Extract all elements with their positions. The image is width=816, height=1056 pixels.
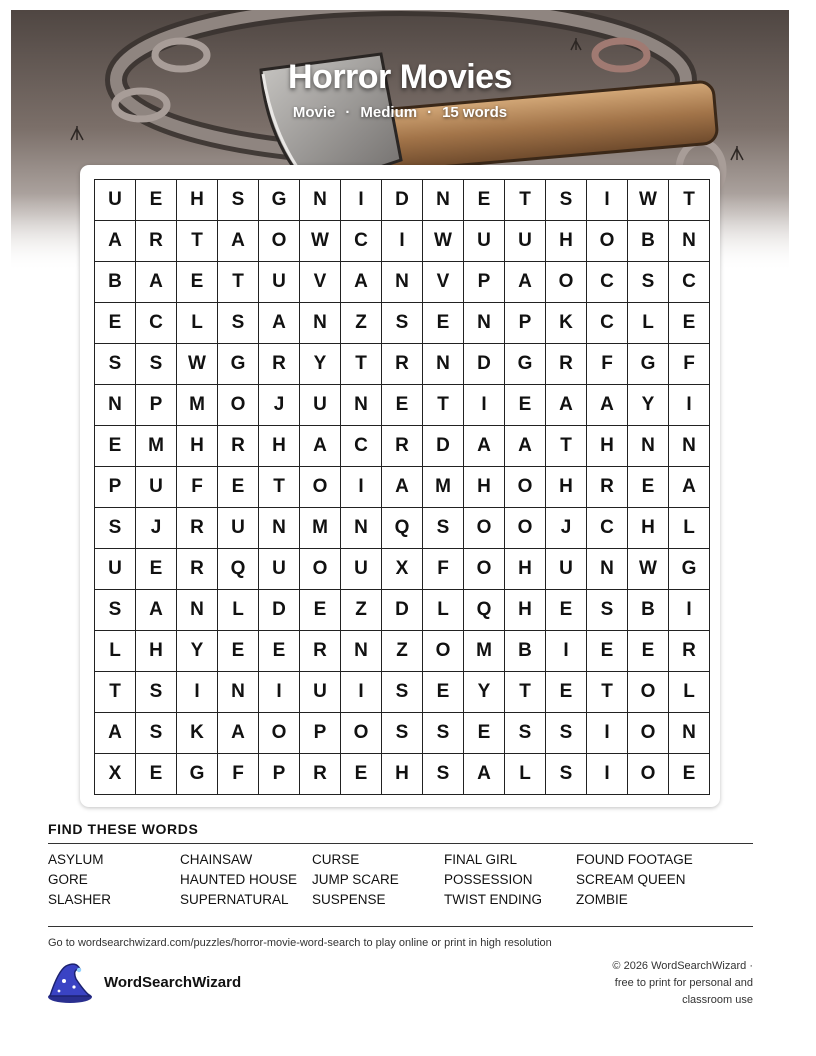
grid-cell[interactable]: L — [218, 590, 259, 631]
grid-cell[interactable]: O — [628, 713, 669, 754]
grid-cell[interactable]: R — [669, 631, 710, 672]
grid-cell[interactable]: E — [505, 385, 546, 426]
grid-cell[interactable]: M — [177, 385, 218, 426]
grid-cell[interactable]: T — [95, 672, 136, 713]
grid-cell[interactable]: V — [423, 262, 464, 303]
grid-cell[interactable]: O — [628, 754, 669, 795]
grid-cell[interactable]: H — [464, 467, 505, 508]
grid-cell[interactable]: O — [218, 385, 259, 426]
grid-cell[interactable]: A — [669, 467, 710, 508]
grid-row — [95, 303, 710, 344]
meta-separator: · — [345, 104, 351, 121]
grid-cell[interactable]: C — [136, 303, 177, 344]
grid-cell[interactable]: J — [546, 508, 587, 549]
grid-cell[interactable]: R — [587, 467, 628, 508]
grid-cell[interactable]: I — [341, 467, 382, 508]
word-item: SCREAM QUEEN — [576, 872, 686, 887]
grid-cell[interactable]: I — [587, 713, 628, 754]
grid-cell[interactable]: N — [300, 180, 341, 221]
grid-row — [95, 180, 710, 221]
grid-row — [95, 221, 710, 262]
grid-cell[interactable]: U — [218, 508, 259, 549]
grid-cell[interactable]: P — [136, 385, 177, 426]
grid-cell[interactable]: S — [218, 180, 259, 221]
grid-cell[interactable]: A — [587, 385, 628, 426]
word-count-label: 15 words — [442, 104, 508, 121]
grid-cell[interactable]: U — [95, 180, 136, 221]
puzzle-card — [80, 165, 720, 807]
grid-cell[interactable]: S — [505, 713, 546, 754]
difficulty-label: Medium — [360, 104, 418, 121]
grid-cell[interactable]: A — [505, 262, 546, 303]
grid-cell[interactable]: E — [587, 631, 628, 672]
grid-cell[interactable]: A — [464, 426, 505, 467]
grid-cell[interactable]: W — [628, 549, 669, 590]
category-label: Movie — [292, 104, 336, 121]
grid-cell[interactable]: O — [587, 221, 628, 262]
grid-cell[interactable]: Y — [177, 631, 218, 672]
grid-cell[interactable]: F — [218, 754, 259, 795]
grid-cell[interactable]: I — [669, 590, 710, 631]
grid-cell[interactable]: C — [341, 221, 382, 262]
word-item: GORE — [48, 872, 88, 887]
grid-cell[interactable]: N — [218, 672, 259, 713]
grid-cell[interactable]: E — [218, 467, 259, 508]
grid-cell[interactable]: Z — [341, 590, 382, 631]
copyright-notice — [553, 958, 753, 1009]
grid-cell[interactable]: I — [464, 385, 505, 426]
grid-cell[interactable]: S — [546, 713, 587, 754]
grid-cell[interactable]: U — [546, 549, 587, 590]
grid-cell[interactable]: Q — [464, 590, 505, 631]
wizard-hat-icon — [46, 963, 94, 1010]
grid-cell[interactable]: U — [341, 549, 382, 590]
grid-cell[interactable]: Y — [300, 344, 341, 385]
grid-cell[interactable]: H — [259, 426, 300, 467]
grid-cell[interactable]: R — [300, 631, 341, 672]
grid-cell[interactable]: P — [259, 754, 300, 795]
grid-cell[interactable]: F — [423, 549, 464, 590]
grid-cell[interactable]: N — [259, 508, 300, 549]
grid-cell[interactable]: T — [505, 180, 546, 221]
grid-cell[interactable]: H — [177, 180, 218, 221]
grid-cell[interactable]: N — [95, 385, 136, 426]
grid-cell[interactable]: R — [259, 344, 300, 385]
grid-cell[interactable]: T — [587, 672, 628, 713]
grid-cell[interactable]: S — [218, 303, 259, 344]
grid-cell[interactable]: T — [669, 180, 710, 221]
grid-cell[interactable]: F — [177, 467, 218, 508]
grid-cell[interactable]: E — [546, 672, 587, 713]
grid-cell[interactable]: A — [136, 262, 177, 303]
grid-cell[interactable]: M — [300, 508, 341, 549]
word-item: POSSESSION — [444, 872, 533, 887]
grid-cell[interactable]: S — [136, 713, 177, 754]
grid-cell[interactable]: T — [177, 221, 218, 262]
grid-cell[interactable]: I — [341, 672, 382, 713]
grid-cell[interactable]: A — [382, 467, 423, 508]
grid-cell[interactable]: T — [218, 262, 259, 303]
letter-grid — [94, 179, 710, 795]
grid-cell[interactable]: G — [505, 344, 546, 385]
word-item: JUMP SCARE — [312, 872, 399, 887]
grid-row — [95, 631, 710, 672]
grid-cell[interactable]: W — [628, 180, 669, 221]
grid-cell[interactable]: O — [464, 549, 505, 590]
grid-cell[interactable]: X — [95, 754, 136, 795]
grid-cell[interactable]: K — [177, 713, 218, 754]
grid-cell[interactable]: O — [423, 631, 464, 672]
grid-cell[interactable]: T — [341, 344, 382, 385]
grid-cell[interactable]: E — [669, 754, 710, 795]
grid-cell[interactable]: N — [341, 385, 382, 426]
grid-cell[interactable]: E — [464, 713, 505, 754]
grid-cell[interactable]: S — [382, 713, 423, 754]
grid-cell[interactable]: F — [587, 344, 628, 385]
grid-cell[interactable]: A — [95, 221, 136, 262]
grid-cell[interactable]: S — [546, 180, 587, 221]
grid-cell[interactable]: M — [423, 467, 464, 508]
grid-cell[interactable]: S — [423, 713, 464, 754]
grid-row — [95, 426, 710, 467]
grid-cell[interactable]: N — [382, 262, 423, 303]
grid-cell[interactable]: N — [464, 303, 505, 344]
grid-cell[interactable]: E — [136, 754, 177, 795]
grid-cell[interactable]: L — [177, 303, 218, 344]
grid-cell[interactable]: T — [546, 426, 587, 467]
grid-cell[interactable]: E — [218, 631, 259, 672]
grid-cell[interactable]: P — [300, 713, 341, 754]
grid-cell[interactable]: E — [177, 262, 218, 303]
word-item: FOUND FOOTAGE — [576, 852, 693, 867]
grid-row — [95, 549, 710, 590]
grid-cell[interactable]: E — [300, 590, 341, 631]
grid-cell[interactable]: X — [382, 549, 423, 590]
grid-cell[interactable]: Q — [218, 549, 259, 590]
grid-cell[interactable]: K — [546, 303, 587, 344]
word-item: CURSE — [312, 852, 360, 867]
grid-cell[interactable]: O — [300, 467, 341, 508]
grid-cell[interactable]: S — [628, 262, 669, 303]
grid-cell[interactable]: A — [505, 426, 546, 467]
grid-cell[interactable]: S — [546, 754, 587, 795]
grid-cell[interactable]: H — [136, 631, 177, 672]
grid-cell[interactable]: R — [177, 508, 218, 549]
grid-cell[interactable]: H — [546, 221, 587, 262]
grid-cell[interactable]: E — [628, 467, 669, 508]
grid-cell[interactable]: E — [95, 426, 136, 467]
grid-cell[interactable]: Z — [382, 631, 423, 672]
word-item: ASYLUM — [48, 852, 104, 867]
grid-cell[interactable]: E — [136, 549, 177, 590]
grid-cell[interactable]: N — [669, 221, 710, 262]
word-item: ZOMBIE — [576, 892, 628, 907]
grid-row — [95, 713, 710, 754]
play-online-link[interactable]: Go to wordsearchwizard.com/puzzles/horror-movie-word-search to play online or print in high resolution — [48, 937, 552, 949]
word-item: TWIST ENDING — [444, 892, 543, 907]
grid-cell[interactable]: S — [95, 590, 136, 631]
word-item: SUSPENSE — [312, 892, 386, 907]
grid-cell[interactable]: B — [95, 262, 136, 303]
grid-row — [95, 754, 710, 795]
grid-cell[interactable]: T — [259, 467, 300, 508]
grid-cell[interactable]: E — [95, 303, 136, 344]
grid-cell[interactable]: P — [505, 303, 546, 344]
copyright-line: free to print for personal and — [614, 977, 753, 989]
grid-cell[interactable]: S — [136, 344, 177, 385]
grid-cell[interactable]: L — [669, 672, 710, 713]
divider — [48, 843, 753, 844]
grid-cell[interactable]: E — [669, 303, 710, 344]
word-item: HAUNTED HOUSE — [180, 872, 298, 887]
grid-cell[interactable]: R — [300, 754, 341, 795]
grid-cell[interactable]: O — [300, 549, 341, 590]
grid-cell[interactable]: T — [423, 385, 464, 426]
grid-cell[interactable]: N — [341, 631, 382, 672]
grid-cell[interactable]: E — [423, 303, 464, 344]
grid-cell[interactable]: A — [341, 262, 382, 303]
grid-row — [95, 467, 710, 508]
grid-cell[interactable]: R — [177, 549, 218, 590]
grid-row — [95, 344, 710, 385]
grid-cell[interactable]: A — [218, 713, 259, 754]
grid-cell[interactable]: S — [382, 672, 423, 713]
grid-cell[interactable]: P — [464, 262, 505, 303]
grid-row — [95, 262, 710, 303]
grid-cell[interactable]: E — [341, 754, 382, 795]
grid-cell[interactable]: W — [300, 221, 341, 262]
grid-cell[interactable]: J — [259, 385, 300, 426]
grid-cell[interactable]: H — [628, 508, 669, 549]
grid-cell[interactable]: U — [259, 262, 300, 303]
grid-cell[interactable]: H — [177, 426, 218, 467]
grid-cell[interactable]: U — [136, 467, 177, 508]
grid-cell[interactable]: L — [505, 754, 546, 795]
grid-cell[interactable]: E — [259, 631, 300, 672]
grid-cell[interactable]: I — [669, 385, 710, 426]
grid-cell[interactable]: O — [628, 672, 669, 713]
grid-cell[interactable]: C — [587, 508, 628, 549]
grid-cell[interactable]: E — [464, 180, 505, 221]
grid-cell[interactable]: C — [587, 262, 628, 303]
grid-cell[interactable]: Y — [464, 672, 505, 713]
grid-cell[interactable]: L — [423, 590, 464, 631]
grid-cell[interactable]: E — [382, 385, 423, 426]
grid-cell[interactable]: H — [505, 549, 546, 590]
grid-cell[interactable]: S — [95, 508, 136, 549]
grid-cell[interactable]: N — [423, 180, 464, 221]
grid-cell[interactable]: I — [259, 672, 300, 713]
grid-cell[interactable]: U — [505, 221, 546, 262]
grid-cell[interactable]: A — [464, 754, 505, 795]
grid-cell[interactable]: U — [300, 385, 341, 426]
grid-cell[interactable]: I — [177, 672, 218, 713]
grid-cell[interactable]: U — [464, 221, 505, 262]
grid-cell[interactable]: B — [628, 221, 669, 262]
meta-separator: · — [427, 104, 433, 121]
grid-cell[interactable]: O — [505, 508, 546, 549]
grid-cell[interactable]: R — [218, 426, 259, 467]
word-item: SLASHER — [48, 892, 112, 907]
grid-cell[interactable]: B — [628, 590, 669, 631]
grid-cell[interactable]: G — [259, 180, 300, 221]
grid-cell[interactable]: O — [505, 467, 546, 508]
grid-cell[interactable]: G — [177, 754, 218, 795]
puzzle-title: Horror Movies — [288, 58, 512, 96]
grid-cell[interactable]: G — [669, 549, 710, 590]
grid-cell[interactable]: P — [95, 467, 136, 508]
copyright-line: © 2026 WordSearchWizard · — [612, 960, 753, 972]
grid-cell[interactable]: E — [136, 180, 177, 221]
grid-cell[interactable]: Z — [341, 303, 382, 344]
grid-cell[interactable]: L — [669, 508, 710, 549]
grid-cell[interactable]: S — [423, 508, 464, 549]
grid-cell[interactable]: O — [546, 262, 587, 303]
grid-cell[interactable]: C — [669, 262, 710, 303]
copyright-line: classroom use — [682, 994, 753, 1006]
grid-cell[interactable]: M — [464, 631, 505, 672]
grid-cell[interactable]: E — [546, 590, 587, 631]
grid-cell[interactable]: I — [587, 180, 628, 221]
grid-cell[interactable]: L — [628, 303, 669, 344]
grid-cell[interactable]: R — [382, 344, 423, 385]
grid-cell[interactable]: R — [136, 221, 177, 262]
brand-name: WordSearchWizard — [104, 974, 242, 991]
grid-cell[interactable]: L — [95, 631, 136, 672]
grid-cell[interactable]: D — [423, 426, 464, 467]
grid-cell[interactable]: A — [136, 590, 177, 631]
grid-cell[interactable]: I — [587, 754, 628, 795]
grid-cell[interactable]: V — [300, 262, 341, 303]
grid-cell[interactable]: N — [669, 426, 710, 467]
grid-cell[interactable]: S — [136, 672, 177, 713]
grid-cell[interactable]: S — [423, 754, 464, 795]
grid-cell[interactable]: W — [423, 221, 464, 262]
grid-cell[interactable]: N — [587, 549, 628, 590]
grid-cell[interactable]: W — [177, 344, 218, 385]
grid-cell[interactable]: A — [300, 426, 341, 467]
grid-cell[interactable]: D — [382, 590, 423, 631]
grid-cell[interactable]: T — [505, 672, 546, 713]
grid-cell[interactable]: B — [505, 631, 546, 672]
grid-cell[interactable]: N — [341, 508, 382, 549]
grid-cell[interactable]: A — [95, 713, 136, 754]
grid-cell[interactable]: A — [218, 221, 259, 262]
grid-cell[interactable]: N — [628, 426, 669, 467]
grid-cell[interactable]: E — [628, 631, 669, 672]
grid-cell[interactable]: C — [341, 426, 382, 467]
grid-cell[interactable]: R — [382, 426, 423, 467]
grid-cell[interactable]: S — [587, 590, 628, 631]
word-list — [48, 852, 758, 908]
grid-cell[interactable]: O — [259, 713, 300, 754]
grid-row — [95, 590, 710, 631]
grid-cell[interactable]: U — [300, 672, 341, 713]
grid-cell[interactable]: A — [259, 303, 300, 344]
grid-cell[interactable]: G — [628, 344, 669, 385]
grid-cell[interactable]: H — [587, 426, 628, 467]
grid-cell[interactable]: N — [177, 590, 218, 631]
divider — [48, 926, 753, 927]
grid-cell[interactable]: Y — [628, 385, 669, 426]
grid-cell[interactable]: C — [587, 303, 628, 344]
grid-cell[interactable]: S — [382, 303, 423, 344]
grid-cell[interactable]: R — [546, 344, 587, 385]
grid-cell[interactable]: I — [341, 180, 382, 221]
grid-cell[interactable]: N — [300, 303, 341, 344]
grid-cell[interactable]: N — [669, 713, 710, 754]
grid-cell[interactable]: A — [546, 385, 587, 426]
grid-cell[interactable]: I — [382, 221, 423, 262]
grid-cell[interactable]: M — [136, 426, 177, 467]
grid-cell[interactable]: Q — [382, 508, 423, 549]
word-list-heading: FIND THESE WORDS — [48, 821, 199, 837]
grid-cell[interactable]: J — [136, 508, 177, 549]
grid-cell[interactable]: O — [464, 508, 505, 549]
grid-cell[interactable]: D — [464, 344, 505, 385]
grid-row — [95, 672, 710, 713]
grid-cell[interactable]: U — [95, 549, 136, 590]
grid-cell[interactable]: N — [423, 344, 464, 385]
grid-cell[interactable]: O — [341, 713, 382, 754]
word-item: FINAL GIRL — [444, 852, 518, 867]
grid-row — [95, 385, 710, 426]
grid-cell[interactable]: I — [546, 631, 587, 672]
grid-cell[interactable]: F — [669, 344, 710, 385]
grid-cell[interactable]: O — [259, 221, 300, 262]
grid-cell[interactable]: H — [546, 467, 587, 508]
grid-cell[interactable]: E — [423, 672, 464, 713]
grid-cell[interactable]: D — [259, 590, 300, 631]
grid-row — [95, 508, 710, 549]
grid-cell[interactable]: H — [382, 754, 423, 795]
grid-cell[interactable]: S — [95, 344, 136, 385]
word-item: CHAINSAW — [180, 852, 253, 867]
grid-cell[interactable]: G — [218, 344, 259, 385]
grid-cell[interactable]: D — [382, 180, 423, 221]
word-item: SUPERNATURAL — [180, 892, 289, 907]
puzzle-meta — [0, 104, 800, 121]
grid-cell[interactable]: H — [505, 590, 546, 631]
grid-cell[interactable]: U — [259, 549, 300, 590]
